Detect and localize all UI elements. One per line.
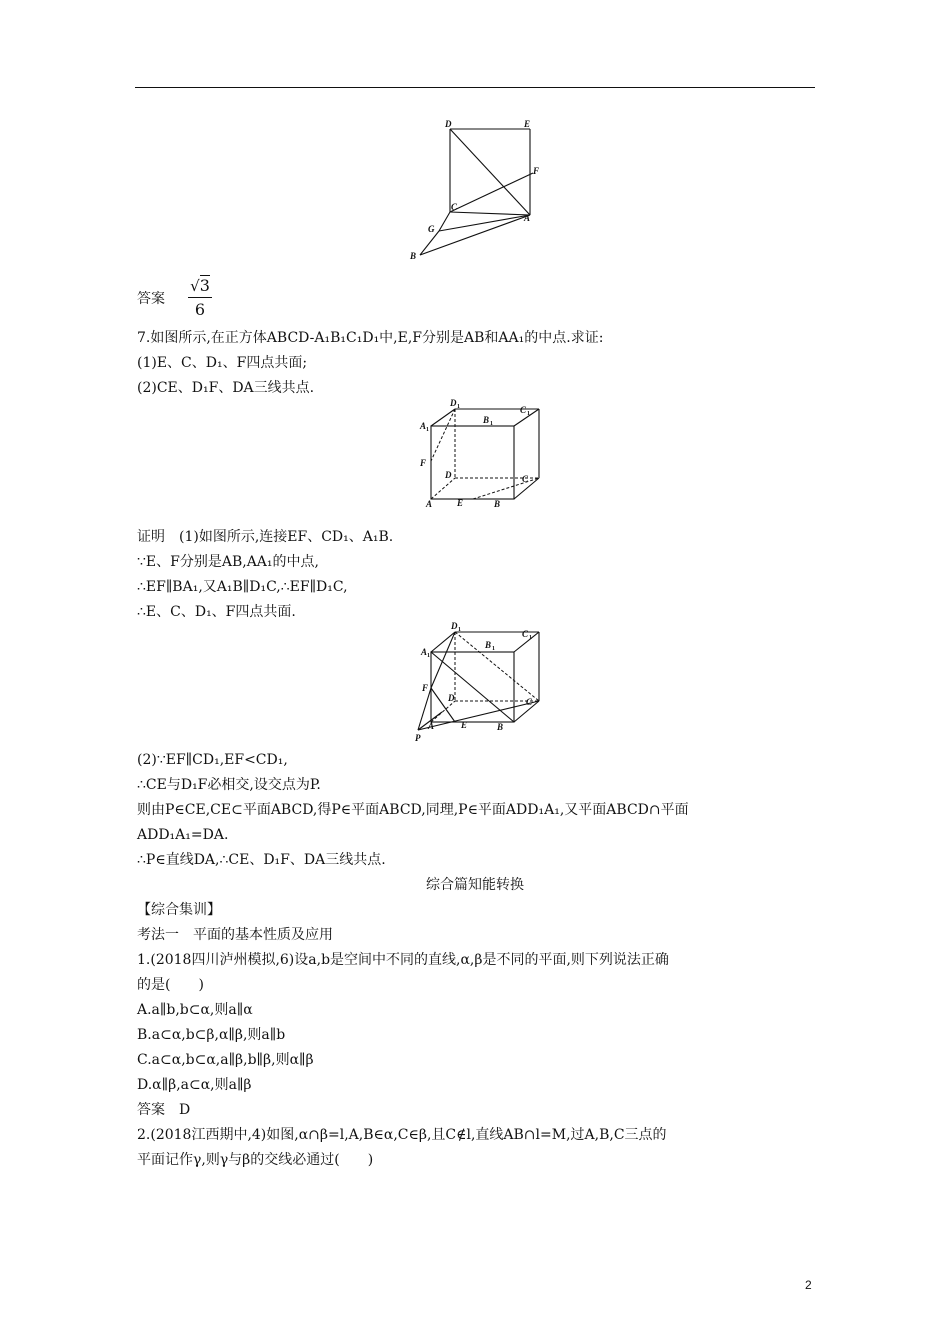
cube2-sub-A1: 1: [427, 653, 430, 659]
cube2-label-E: E: [461, 720, 468, 730]
cube2-label-A1: A: [421, 647, 428, 657]
q1-line1: 1.(2018四川泸州模拟,6)设a,b是空间中不同的直线,α,β是不同的平面,则下列说法正确: [137, 952, 669, 968]
section-title: 综合篇知能转换: [426, 877, 524, 893]
proof-line6: ∴CE与D₁F必相交,设交点为P.: [137, 777, 321, 793]
page-number: 2: [805, 1278, 812, 1292]
fig1-label-E: E: [524, 119, 531, 129]
cube2-label-A: A: [428, 721, 435, 731]
fig1-label-A: A: [524, 213, 531, 223]
answer-label: 答案: [137, 291, 165, 307]
cube2-label-C1: C: [522, 629, 529, 639]
problem7-part1: (1)E、C、D₁、F四点共面;: [137, 355, 308, 371]
fig1-label-G: G: [428, 224, 435, 234]
cube1-label-A: A: [426, 499, 433, 509]
fig1-label-F: F: [533, 166, 540, 176]
proof-line2: ∵E、F分别是AB,AA₁的中点,: [137, 554, 319, 570]
answer-numerator: 3: [199, 276, 210, 295]
answer-denominator: 6: [194, 300, 206, 319]
fig1-label-B: B: [410, 251, 417, 261]
cube2-label-F: F: [422, 683, 429, 693]
cube1-label-B: B: [494, 499, 501, 509]
training-header: 【综合集训】: [137, 902, 221, 918]
cube1-label-C1: C: [520, 405, 527, 415]
method1-title: 考法一 平面的基本性质及应用: [137, 927, 333, 943]
fig1-label-D: D: [445, 119, 452, 129]
proof-line4: ∴E、C、D₁、F四点共面.: [137, 604, 296, 620]
cube2-label-D: D: [448, 693, 455, 703]
proof-line5: (2)∵EF∥CD₁,EF<CD₁,: [137, 752, 288, 768]
cube1-sub-C1: 1: [527, 411, 530, 417]
cube2-sub-C1: 1: [529, 635, 532, 641]
cube2-label-D1: D: [451, 621, 458, 631]
cube1-sub-A1: 1: [426, 427, 429, 433]
cube1-sub-D1: 1: [457, 404, 460, 410]
cube2-label-B: B: [497, 722, 504, 732]
q1-option-a: A.a∥b,b⊂α,则a∥α: [137, 1002, 253, 1018]
q1-answer: 答案 D: [137, 1102, 191, 1118]
figure-cube-with-P: [410, 616, 540, 742]
cube1-label-D1: D: [450, 398, 457, 408]
proof-line9: ∴P∈直线DA,∴CE、D₁F、DA三线共点.: [137, 852, 386, 868]
cube2-sub-B1: 1: [492, 646, 495, 652]
cube1-label-D: D: [445, 470, 452, 480]
proof-line8: ADD₁A₁=DA.: [137, 827, 229, 843]
cube2-label-B1: B: [485, 640, 492, 650]
header-rule: [135, 87, 815, 88]
proof-line7: 则由P∈CE,CE⊂平面ABCD,得P∈平面ABCD,同理,P∈平面ADD₁A₁,又平面ABCD∩平面: [137, 802, 689, 818]
figure-cube: [415, 396, 540, 512]
fig1-label-C: C: [451, 202, 458, 212]
q1-option-d: D.α∥β,a⊂α,则a∥β: [137, 1077, 252, 1093]
problem7-part2: (2)CE、D₁F、DA三线共点.: [137, 380, 315, 396]
q1-option-c: C.a⊂α,b⊂α,a∥β,b∥β,则α∥β: [137, 1052, 314, 1068]
problem7-stem: 7.如图所示,在正方体ABCD-A₁B₁C₁D₁中,E,F分别是AB和AA₁的中点.求证:: [137, 330, 604, 346]
q2-line2: 平面记作γ,则γ与β的交线必通过( ): [137, 1152, 374, 1168]
cube1-label-E: E: [457, 498, 464, 508]
answer-fraction: √3 6: [188, 276, 212, 319]
cube1-label-F: F: [420, 458, 427, 468]
cube1-label-B1: B: [483, 415, 490, 425]
q1-option-b: B.a⊂α,b⊂β,α∥β,则a∥b: [137, 1027, 286, 1043]
cube2-label-P: P: [415, 733, 421, 742]
q1-line2: 的是( ): [137, 977, 204, 993]
proof-line1: 证明 (1)如图所示,连接EF、CD₁、A₁B.: [137, 529, 394, 545]
cube1-sub-B1: 1: [490, 421, 493, 427]
q2-line1: 2.(2018江西期中,4)如图,α∩β=l,A,B∈α,C∈β,且C∉l,直线AB∩l=M,过A,B,C三点的: [137, 1127, 667, 1143]
figure-plane-diagram: [405, 118, 550, 263]
proof-line3: ∴EF∥BA₁,又A₁B∥D₁C,∴EF∥D₁C,: [137, 579, 348, 595]
cube2-label-C: C: [526, 697, 533, 707]
cube1-label-C: C: [522, 474, 529, 484]
cube2-sub-D1: 1: [458, 627, 461, 633]
cube1-label-A1: A: [420, 421, 427, 431]
